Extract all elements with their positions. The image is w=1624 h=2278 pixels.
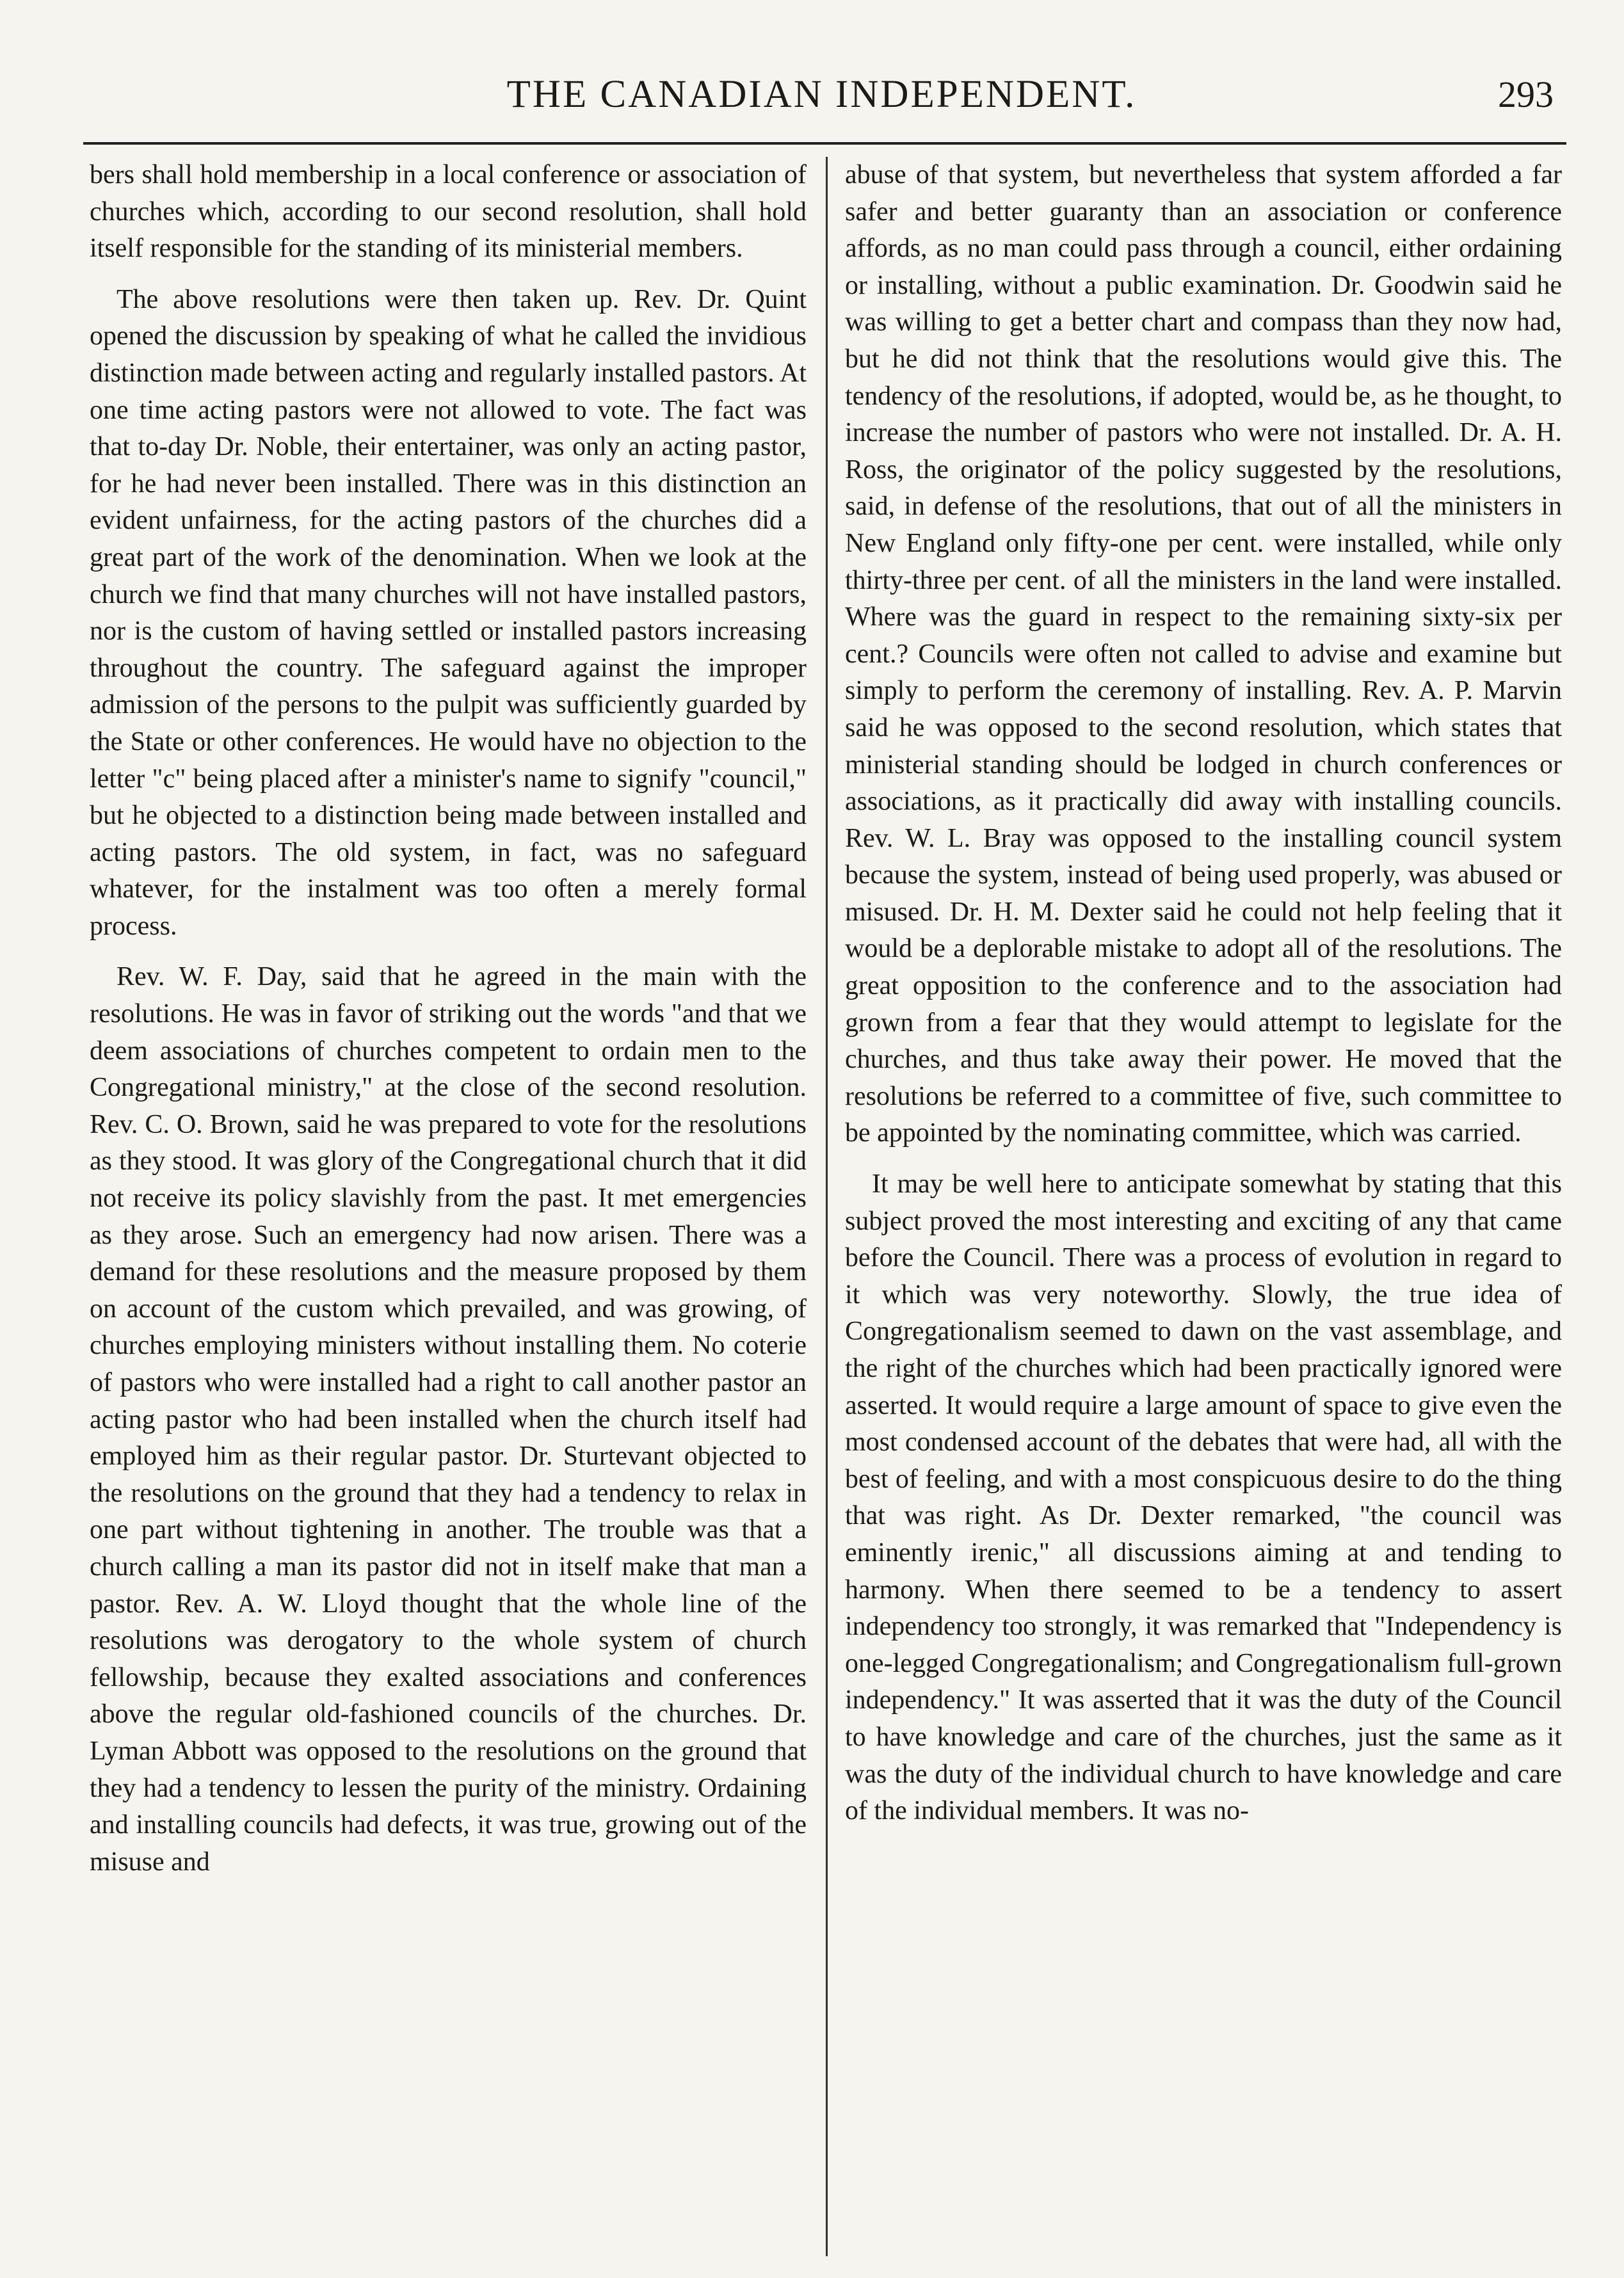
right-paragraph-2: It may be well here to anticipate somewhat by stating that this subject proved the most interesting and exciting of any that came before the Council. There was a process of evolution in regard to it which was very noteworthy. Slowly, the true idea of Congregationalism seemed to dawn on the vast assemblage, and the right of the churches which had been practically ignored were asserted. It would require a large amount of space to give even the most condensed account of the debates that were had, all with the best of feeling, and with a most conspicuous desire to do the thing that was right. As Dr. Dexter remarked, "the council was eminently irenic," all discussions aiming at and tending to harmony. When there seemed to be a tendency to assert independency too strongly, it was remarked that "Independency is one-legged Congregationalism; and Congregationalism full-grown independency." It was asserted that it was the duty of the Council to have knowledge and care of the churches, just the same as it was the duty of the individual church to have knowledge and care of the individual members. It was no- bbox=[845, 1169, 1562, 1826]
left-column bbox=[90, 157, 807, 1895]
article-columns bbox=[90, 157, 1562, 2256]
left-paragraph-1: bers shall hold membership in a local conference or association of churches which, according to our second resolution, shall hold itself responsible for the standing of its ministerial members. bbox=[90, 160, 807, 264]
right-paragraph-1: abuse of that system, but nevertheless that system afforded a far safer and better guaranty than an association or conference affords, as no man could pass through a council, either ordaining or installing, without a public examination. Dr. Goodwin said he was willing to get a better chart and compass than they now had, but he did not think that the resolutions would give this. The tendency of the resolutions, if adopted, would be, as he thought, to increase the number of pastors who were not installed. Dr. A. H. Ross, the originator of the policy suggested by the resolutions, said, in defense of the resolutions, that out of all the ministers in New England only fifty-one per cent. were installed, while only thirty-three per cent. of all the ministers in the land were installed. Where was the guard in respect to the remaining sixty-six per cent.? Councils were often not called to advise and examine but simply to perform the ceremony of installing. Rev. A. P. Marvin said he was opposed to the second resolution, which states that ministerial standing should be lodged in church conferences or associations, as it practically did away with installing councils. Rev. W. L. Bray was opposed to the installing council system because the system, instead of being used properly, was abused or misused. Dr. H. M. Dexter said he could not help feeling that it would be a deplorable mistake to adopt all of the resolutions. The great opposition to the conference and to the association had grown from a fear that they would attempt to legislate for the churches, and thus take away their power. He moved that the resolutions be referred to a committee of five, such committee to be appointed by the nominating committee, which was carried. bbox=[845, 160, 1562, 1148]
header-rule bbox=[83, 142, 1566, 145]
column-divider bbox=[826, 157, 828, 2256]
left-paragraph-2: The above resolutions were then taken up. Rev. Dr. Quint opened the discussion by speaking of what he called the invidious distinction made between acting and regularly installed pastors. At one time acting pastors were not allowed to vote. The fact was that to-day Dr. Noble, their entertainer, was only an acting pastor, for he had never been installed. There was in this distinction an evident unfairness, for the acting pastors of the churches did a great part of the work of the denomination. When we look at the church we find that many churches will not have installed pastors, nor is the custom of having settled or installed pastors increasing throughout the country. The safeguard against the improper admission of the persons to the pulpit was sufficiently guarded by the State or other conferences. He would have no objection to the letter "c" being placed after a minister's name to signify "council," but he objected to a distinction being made between installed and acting pastors. The old system, in fact, was no safeguard whatever, for the instalment was too often a merely formal process. bbox=[90, 284, 807, 941]
left-paragraph-3: Rev. W. F. Day, said that he agreed in the main with the resolutions. He was in favor of striking out the words "and that we deem associations of churches competent to ordain men to the Congregational ministry," at the close of the second resolution. Rev. C. O. Brown, said he was prepared to vote for the resolutions as they stood. It was glory of the Congregational church that it did not receive its policy slavishly from the past. It met emergencies as they arose. Such an emergency had now arisen. There was a demand for these resolutions and the measure proposed by them on account of the custom which prevailed, and was growing, of churches employing ministers without installing them. No coterie of pastors who were installed had a right to call another pastor an acting pastor who had been installed when the church itself had employed him as their regular pastor. Dr. Sturtevant objected to the resolutions on the ground that they had a tendency to relax in one part without tightening in another. The trouble was that a church calling a man its pastor did not in itself make that man a pastor. Rev. A. W. Lloyd thought that the whole line of the resolutions was derogatory to the whole system of church fellowship, because they exalted associations and conferences above the regular old-fashioned councils of the churches. Dr. Lyman Abbott was opposed to the resolutions on the ground that they had a tendency to lessen the purity of the ministry. Ordaining and installing councils had defects, it was true, growing out of the misuse and bbox=[90, 962, 807, 1877]
running-title: THE CANADIAN INDEPENDENT. bbox=[506, 73, 1137, 116]
page-number: 293 bbox=[1498, 74, 1554, 115]
page-header bbox=[83, 69, 1560, 127]
right-column bbox=[845, 157, 1562, 1844]
